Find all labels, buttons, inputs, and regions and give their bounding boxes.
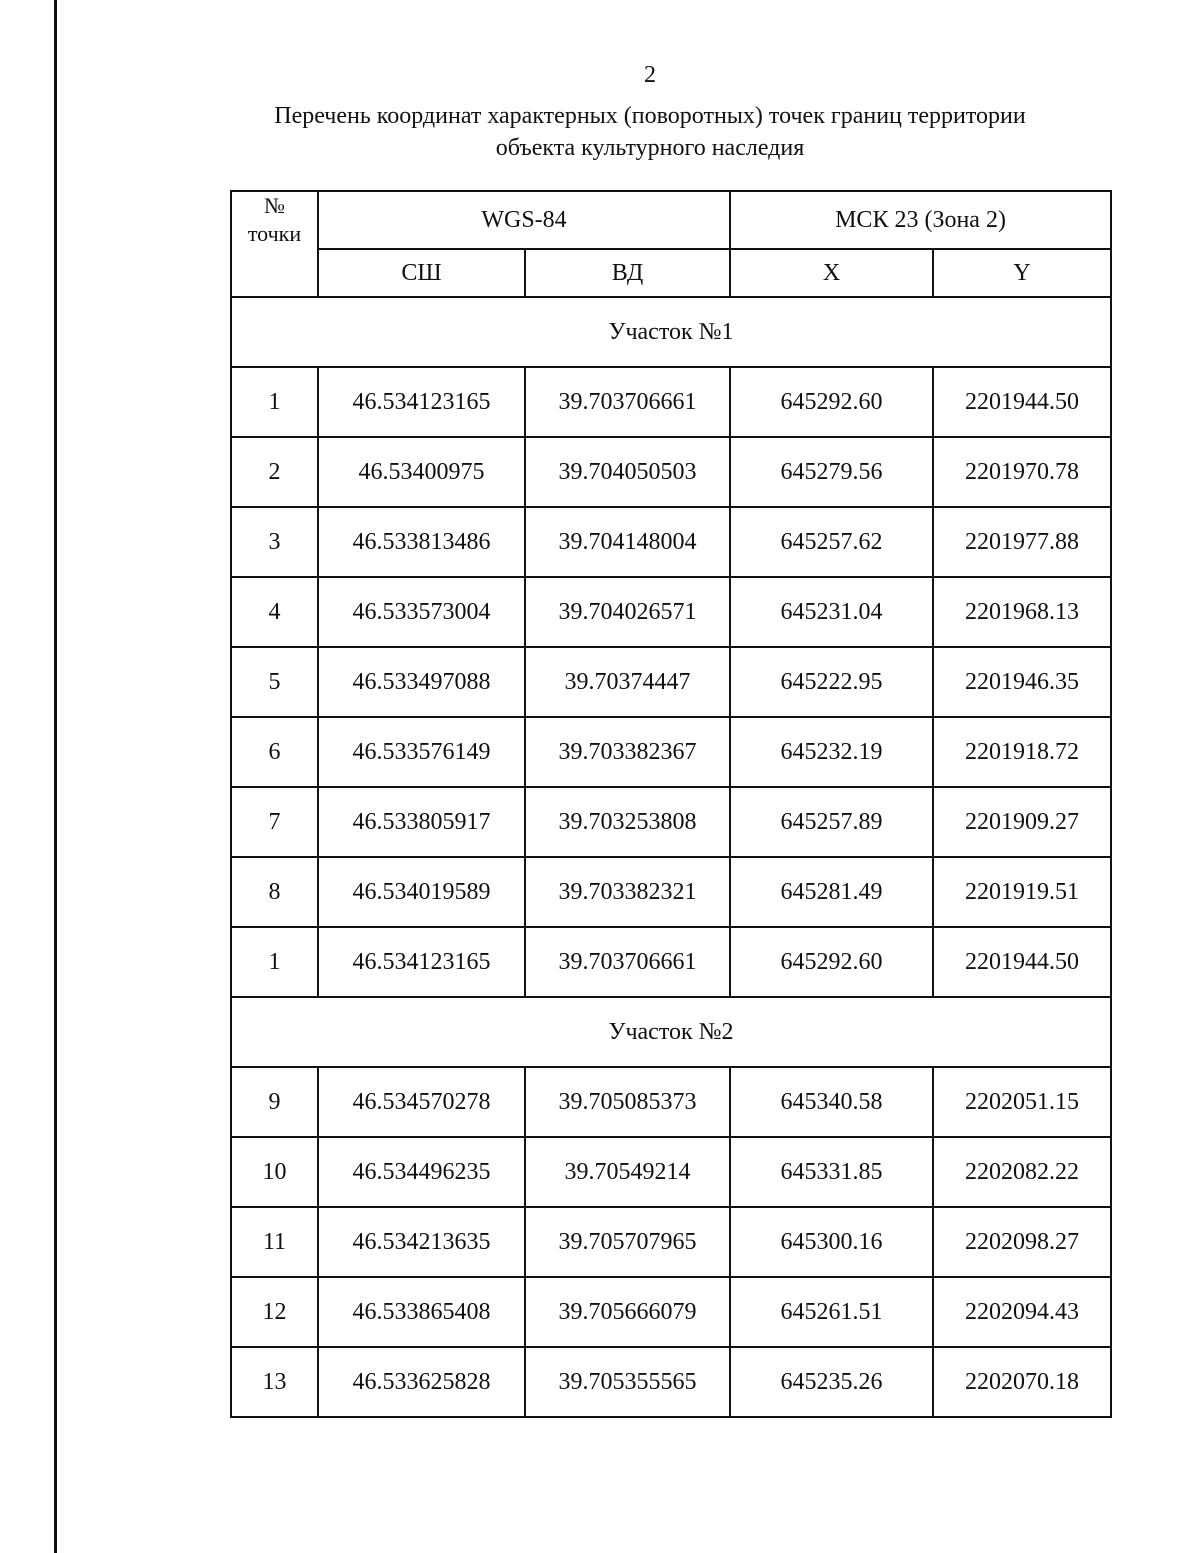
table-row <box>231 717 1111 787</box>
y-cell: 2202051.15 <box>933 1067 1111 1137</box>
latitude-cell: 46.533576149 <box>318 717 525 787</box>
longitude-cell: 39.703382367 <box>525 717 730 787</box>
y-cell: 2201919.51 <box>933 857 1111 927</box>
y-cell: 2202094.43 <box>933 1277 1111 1347</box>
y-cell: 2201970.78 <box>933 437 1111 507</box>
latitude-cell: 46.533805917 <box>318 787 525 857</box>
table-header-row-2 <box>231 249 1111 297</box>
longitude-cell: 39.705355565 <box>525 1347 730 1417</box>
y-cell: 2201944.50 <box>933 927 1111 997</box>
header-msk23: МСК 23 (Зона 2) <box>730 191 1111 249</box>
document-title <box>0 100 1200 164</box>
table-row <box>231 927 1111 997</box>
latitude-cell: 46.534123165 <box>318 927 525 997</box>
y-cell: 2202082.22 <box>933 1137 1111 1207</box>
point-number-cell: 2 <box>231 437 318 507</box>
point-number-cell: 12 <box>231 1277 318 1347</box>
y-cell: 2201968.13 <box>933 577 1111 647</box>
latitude-cell: 46.534213635 <box>318 1207 525 1277</box>
longitude-cell: 39.705666079 <box>525 1277 730 1347</box>
header-longitude: ВД <box>525 249 730 297</box>
table-body <box>231 297 1111 1417</box>
table-row <box>231 857 1111 927</box>
point-number-cell: 5 <box>231 647 318 717</box>
longitude-cell: 39.704050503 <box>525 437 730 507</box>
y-cell: 2201944.50 <box>933 367 1111 437</box>
point-number-cell: 4 <box>231 577 318 647</box>
header-y: Y <box>933 249 1111 297</box>
latitude-cell: 46.533625828 <box>318 1347 525 1417</box>
x-cell: 645232.19 <box>730 717 933 787</box>
title-line-2: объекта культурного наследия <box>495 135 805 161</box>
longitude-cell: 39.705707965 <box>525 1207 730 1277</box>
title-line-1: Перечень координат характерных (поворотных) точек границ территории <box>274 103 1026 129</box>
header-point-number <box>231 191 318 297</box>
longitude-cell: 39.70549214 <box>525 1137 730 1207</box>
table-row <box>231 437 1111 507</box>
longitude-cell: 39.70374447 <box>525 647 730 717</box>
longitude-cell: 39.703253808 <box>525 787 730 857</box>
latitude-cell: 46.533813486 <box>318 507 525 577</box>
table-row <box>231 367 1111 437</box>
x-cell: 645261.51 <box>730 1277 933 1347</box>
point-number-cell: 10 <box>231 1137 318 1207</box>
point-number-cell: 7 <box>231 787 318 857</box>
point-number-cell: 6 <box>231 717 318 787</box>
page-number: 2 <box>644 62 656 88</box>
table-row <box>231 507 1111 577</box>
x-cell: 645292.60 <box>730 367 933 437</box>
header-latitude: СШ <box>318 249 525 297</box>
longitude-cell: 39.703706661 <box>525 367 730 437</box>
point-number-cell: 1 <box>231 927 318 997</box>
table-row <box>231 1347 1111 1417</box>
table-row <box>231 577 1111 647</box>
point-number-cell: 8 <box>231 857 318 927</box>
table-row <box>231 1277 1111 1347</box>
header-x: X <box>730 249 933 297</box>
table-row <box>231 647 1111 717</box>
y-cell: 2201909.27 <box>933 787 1111 857</box>
x-cell: 645292.60 <box>730 927 933 997</box>
y-cell: 2201918.72 <box>933 717 1111 787</box>
latitude-cell: 46.533573004 <box>318 577 525 647</box>
point-number-cell: 1 <box>231 367 318 437</box>
y-cell: 2201977.88 <box>933 507 1111 577</box>
longitude-cell: 39.704026571 <box>525 577 730 647</box>
header-point-number-line2: точки <box>247 221 302 246</box>
longitude-cell: 39.705085373 <box>525 1067 730 1137</box>
x-cell: 645222.95 <box>730 647 933 717</box>
longitude-cell: 39.703382321 <box>525 857 730 927</box>
point-number-cell: 9 <box>231 1067 318 1137</box>
y-cell: 2202098.27 <box>933 1207 1111 1277</box>
section-row <box>231 997 1111 1067</box>
point-number-cell: 3 <box>231 507 318 577</box>
latitude-cell: 46.533497088 <box>318 647 525 717</box>
latitude-cell: 46.534123165 <box>318 367 525 437</box>
coordinates-table <box>230 190 1112 1418</box>
x-cell: 645257.89 <box>730 787 933 857</box>
section-label: Участок №2 <box>231 997 1111 1067</box>
latitude-cell: 46.534019589 <box>318 857 525 927</box>
table-row <box>231 787 1111 857</box>
x-cell: 645279.56 <box>730 437 933 507</box>
table-header-row-1 <box>231 191 1111 249</box>
latitude-cell: 46.534496235 <box>318 1137 525 1207</box>
table-row <box>231 1067 1111 1137</box>
table-row <box>231 1207 1111 1277</box>
header-wgs84: WGS-84 <box>318 191 730 249</box>
latitude-cell: 46.533865408 <box>318 1277 525 1347</box>
y-cell: 2201946.35 <box>933 647 1111 717</box>
section-label: Участок №1 <box>231 297 1111 367</box>
page-margin-line <box>54 0 57 1553</box>
table-row <box>231 1137 1111 1207</box>
header-point-number-line1: № <box>264 193 285 218</box>
latitude-cell: 46.534570278 <box>318 1067 525 1137</box>
longitude-cell: 39.704148004 <box>525 507 730 577</box>
x-cell: 645331.85 <box>730 1137 933 1207</box>
longitude-cell: 39.703706661 <box>525 927 730 997</box>
x-cell: 645281.49 <box>730 857 933 927</box>
x-cell: 645257.62 <box>730 507 933 577</box>
latitude-cell: 46.53400975 <box>318 437 525 507</box>
y-cell: 2202070.18 <box>933 1347 1111 1417</box>
section-row <box>231 297 1111 367</box>
point-number-cell: 13 <box>231 1347 318 1417</box>
x-cell: 645231.04 <box>730 577 933 647</box>
x-cell: 645235.26 <box>730 1347 933 1417</box>
x-cell: 645300.16 <box>730 1207 933 1277</box>
point-number-cell: 11 <box>231 1207 318 1277</box>
x-cell: 645340.58 <box>730 1067 933 1137</box>
